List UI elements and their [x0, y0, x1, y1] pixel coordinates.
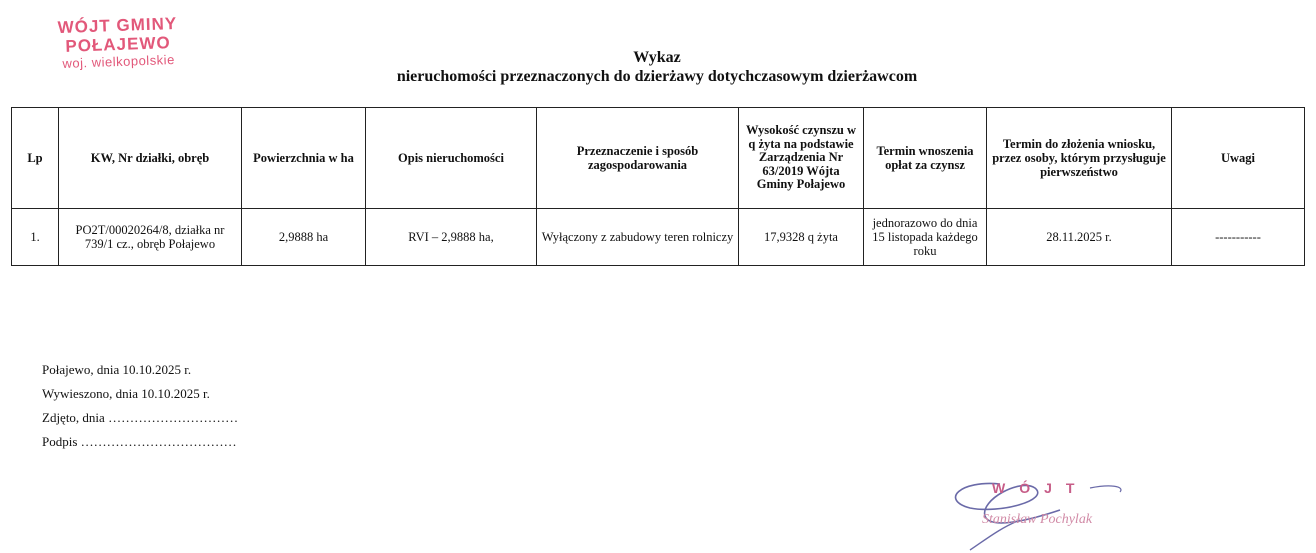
cell-description: RVI – 2,9888 ha, — [366, 209, 537, 266]
signature-stamp — [940, 470, 1160, 553]
cell-kw: PO2T/00020264/8, działka nr 739/1 cz., obręb Połajewo — [59, 209, 242, 266]
cell-area: 2,9888 ha — [242, 209, 366, 266]
header-lp: Lp — [12, 108, 59, 209]
removed-date: Zdjęto, dnia ………………………… — [42, 410, 239, 425]
signature-line: Podpis ……………………………… — [42, 434, 237, 449]
property-table — [11, 107, 1305, 266]
header-application-deadline: Termin do złożenia wniosku, przez osoby, którym przysługuje pierwszeństwo — [987, 108, 1172, 209]
cell-application-deadline: 28.11.2025 r. — [987, 209, 1172, 266]
official-stamp — [37, 13, 199, 73]
table-row — [12, 209, 1305, 266]
header-description: Opis nieruchomości — [366, 108, 537, 209]
footer-notes — [42, 358, 238, 454]
document-title — [300, 48, 1014, 86]
table-header-row — [12, 108, 1305, 209]
stamp-line-2: POŁAJEWO — [65, 33, 171, 56]
cell-payment-term: jednorazowo do dnia 15 listopada każdego roku — [864, 209, 987, 266]
header-purpose: Przeznaczenie i sposób zagospodarowania — [537, 108, 739, 209]
posted-date: Wywieszono, dnia 10.10.2025 r. — [42, 386, 210, 401]
header-area: Powierzchnia w ha — [242, 108, 366, 209]
header-remarks: Uwagi — [1172, 108, 1305, 209]
cell-purpose: Wyłączony z zabudowy teren rolniczy — [537, 209, 739, 266]
signature-title: WÓJT — [992, 480, 1089, 496]
place-date: Połajewo, dnia 10.10.2025 r. — [42, 362, 192, 377]
cell-remarks: ----------- — [1172, 209, 1305, 266]
cell-lp: 1. — [12, 209, 59, 266]
stamp-line-3: woj. wielkopolskie — [62, 52, 176, 71]
title-line-2: nieruchomości przeznaczonych do dzierżawy dotychczasowym dzierżawcom — [396, 68, 918, 85]
header-payment-term: Termin wnoszenia opłat za czynsz — [864, 108, 987, 209]
header-rent: Wysokość czynszu w q żyta na podstawie Zarządzenia Nr 63/2019 Wójta Gminy Połajewo — [739, 108, 864, 209]
title-line-1: Wykaz — [633, 49, 681, 66]
header-kw: KW, Nr działki, obręb — [59, 108, 242, 209]
signature-name: Stanisław Pochylak — [982, 512, 1093, 527]
cell-rent: 17,9328 q żyta — [739, 209, 864, 266]
stamp-line-1: WÓJT GMINY — [57, 13, 178, 38]
